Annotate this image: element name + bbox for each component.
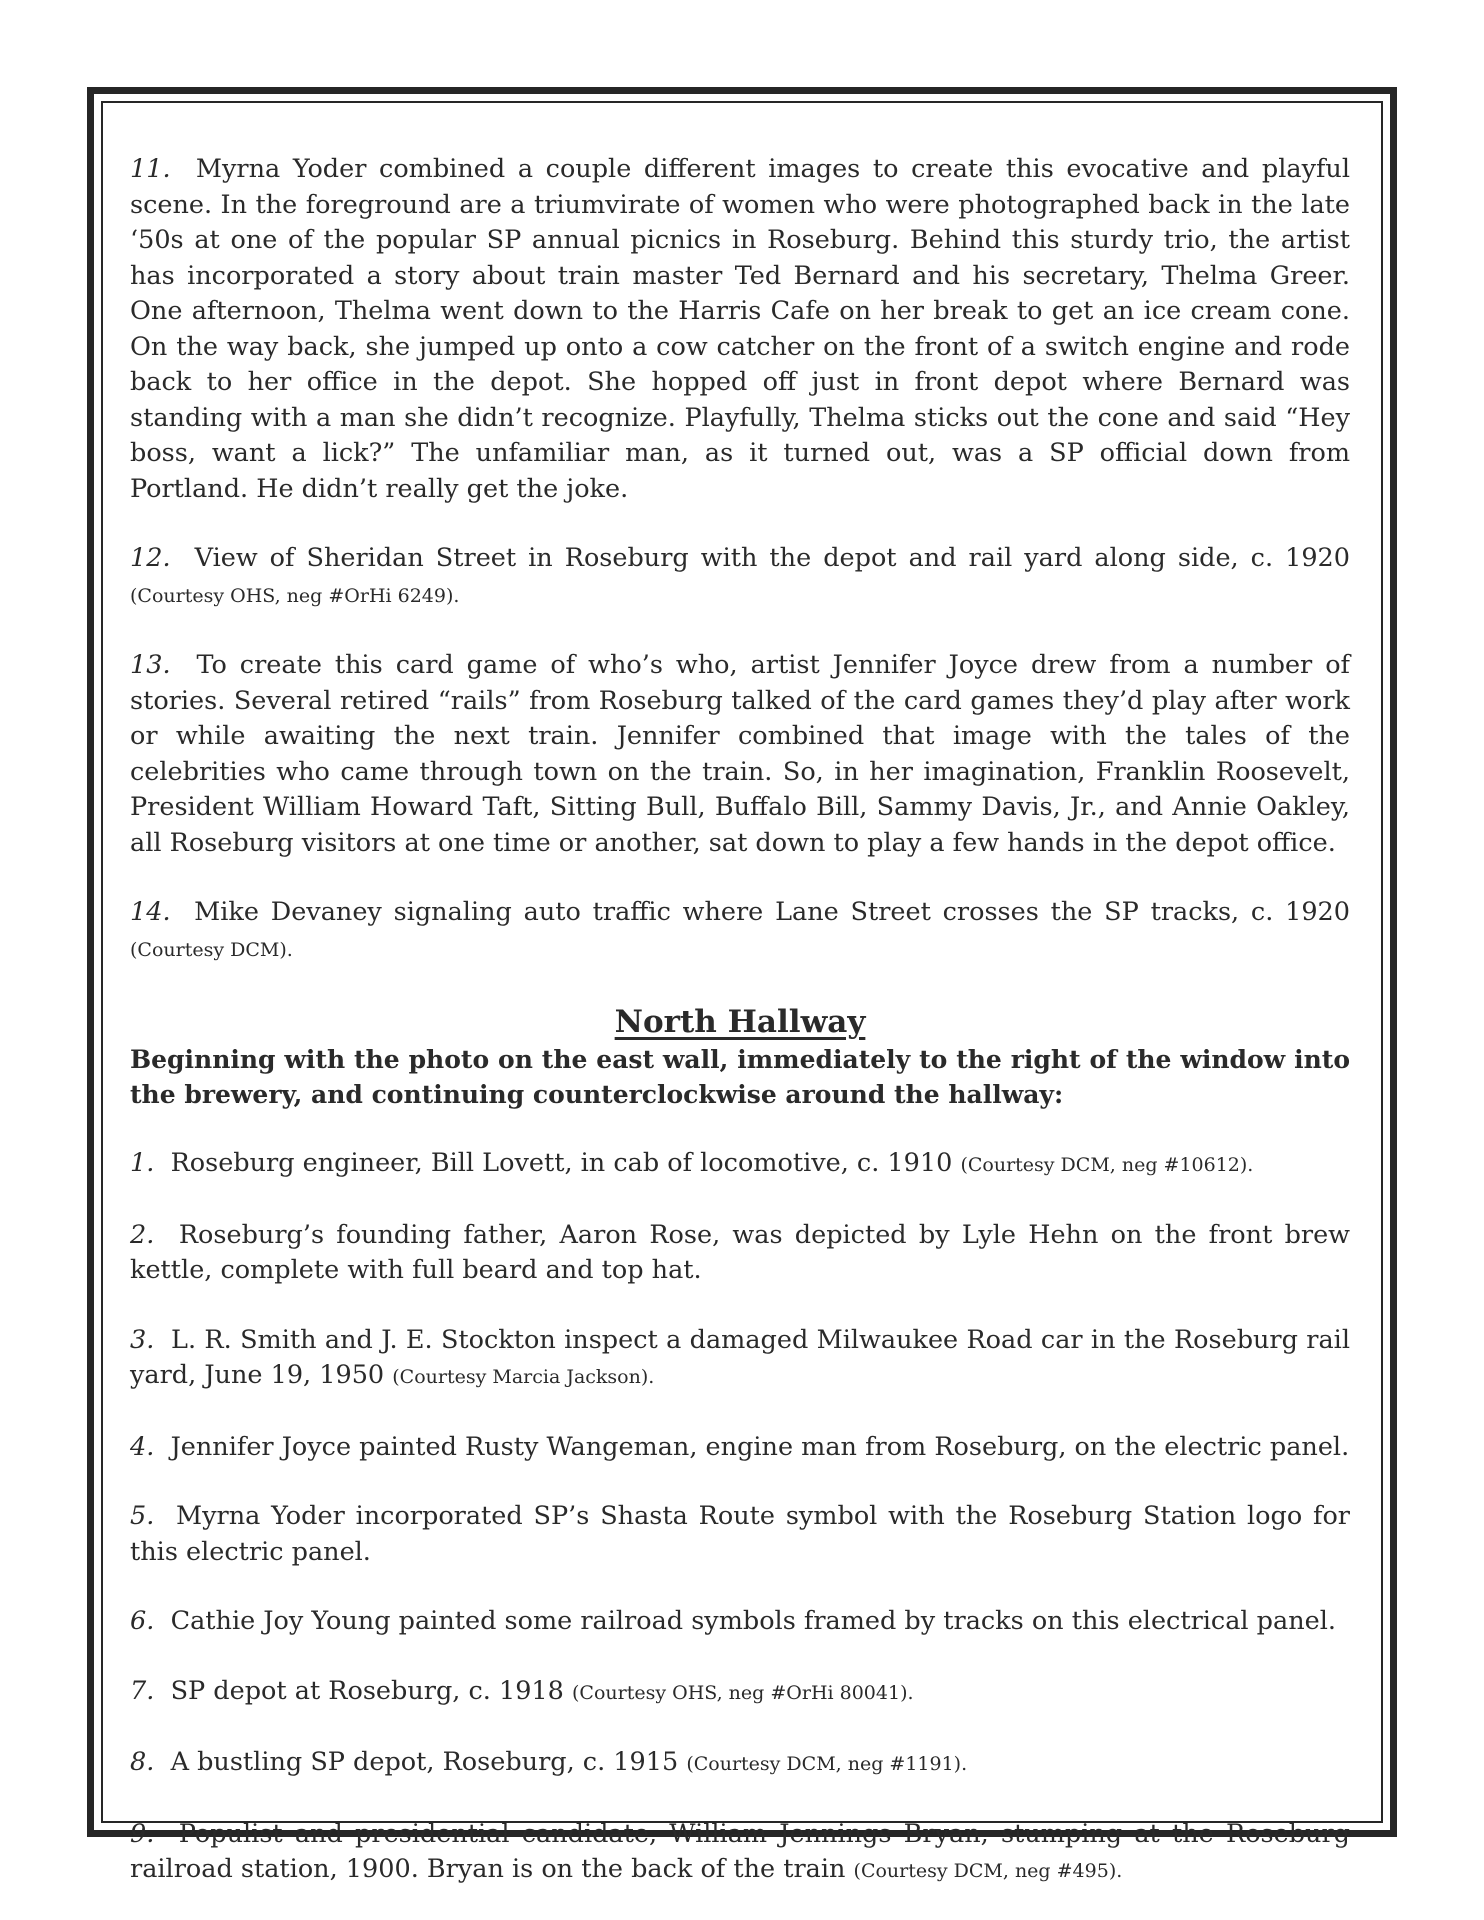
hallway-entry-7 — [130, 1674, 1350, 1712]
entry-number: 14. — [130, 897, 171, 927]
hallway-entry-5 — [130, 1499, 1350, 1570]
hallway-entry-2 — [130, 1218, 1350, 1289]
entry-text: View of Sheridan Street in Roseburg with the depot and rail yard along side, c. 1920 — [194, 543, 1350, 573]
entry-12 — [130, 541, 1350, 614]
document-body — [130, 152, 1350, 1890]
entry-credit: (Courtesy Marcia Jackson). — [392, 1366, 655, 1388]
hallway-entry-9 — [130, 1817, 1350, 1890]
entry-number: 6. — [130, 1606, 155, 1636]
hallway-entry-6 — [130, 1604, 1350, 1640]
entry-number: 2. — [130, 1219, 155, 1250]
section-heading: North Hallway — [614, 1004, 866, 1040]
entry-number: 3. — [130, 1324, 155, 1355]
entry-number: 5. — [130, 1501, 155, 1531]
entry-credit: (Courtesy DCM, neg #1191). — [686, 1753, 968, 1775]
entry-11 — [130, 152, 1350, 507]
entry-number: 9. — [130, 1818, 155, 1849]
entry-credit: (Courtesy OHS, neg #OrHi 6249). — [130, 584, 460, 607]
entry-text: Mike Devaney signaling auto traffic where Lane Street crosses the SP tracks, c. 1920 — [194, 897, 1350, 927]
entry-text: Cathie Joy Young painted some railroad symbols framed by tracks on this electrical panel. — [170, 1606, 1336, 1636]
entry-number: 13. — [130, 650, 171, 680]
entry-number: 7. — [130, 1675, 155, 1706]
hallway-entry-1 — [130, 1146, 1350, 1184]
entry-13 — [130, 648, 1350, 861]
entry-text: SP depot at Roseburg, c. 1918 — [170, 1675, 564, 1706]
hallway-entry-8 — [130, 1745, 1350, 1783]
entry-text: Roseburg engineer, Bill Lovett, in cab of locomotive, c. 1910 — [170, 1148, 953, 1178]
hallway-entry-4 — [130, 1430, 1350, 1466]
entry-number: 8. — [130, 1747, 155, 1777]
entry-text: L. R. Smith and J. E. Stockton inspect a damaged Milwaukee Road car in the Roseburg rail yard, June 19, 1950 — [130, 1324, 1350, 1390]
entry-text: Myrna Yoder incorporated SP’s Shasta Route symbol with the Roseburg Station logo for this electric panel. — [130, 1501, 1350, 1567]
section-intro: Beginning with the photo on the east wall, immediately to the right of the window into the brewery, and continuing counterclockwise around the hallway: — [130, 1045, 1350, 1109]
entry-text: To create this card game of who’s who, artist Jennifer Joyce drew from a number of stories. Several retired “rails” from Roseburg talked of the card games they’d play after work or while awaiting the next train. Jennifer combined that image with the tales of the celebrities who came through town on the train. So, in her imagination, Franklin Roosevelt, President William Howard Taft, Sitting Bull, Buffalo Bill, Sammy Davis, Jr., and Annie Oakley, all Roseburg visitors at one time or another, sat down to play a few hands in the depot office. — [130, 650, 1350, 858]
entry-text: Roseburg’s founding father, Aaron Rose, was depicted by Lyle Hehn on the front brew kettle, complete with full beard and top hat. — [130, 1219, 1351, 1285]
entry-text: A bustling SP depot, Roseburg, c. 1915 — [170, 1747, 679, 1777]
entry-number: 4. — [130, 1431, 155, 1462]
entry-14 — [130, 895, 1350, 968]
entry-text: Populist and presidential candidate, William Jennings Bryan, stumping at the Roseburg railroad station, 1900. Bryan is on the back of the train — [130, 1818, 1350, 1884]
entry-number: 1. — [130, 1148, 155, 1178]
entry-credit: (Courtesy OHS, neg #OrHi 80041). — [572, 1681, 914, 1704]
entry-number: 11. — [130, 154, 171, 184]
entry-credit: (Courtesy DCM, neg #495). — [853, 1860, 1123, 1882]
hallway-entry-3 — [130, 1323, 1350, 1396]
entry-credit: (Courtesy DCM, neg #10612). — [960, 1154, 1254, 1176]
entry-text: Jennifer Joyce painted Rusty Wangeman, engine man from Roseburg, on the electric panel. — [170, 1431, 1350, 1462]
entry-text: Myrna Yoder combined a couple different images to create this evocative and playful scene. In the foreground are a triumvirate of women who were photographed back in the late ‘50s at one of the popular SP annual picnics in Roseburg. Behind this sturdy trio, the artist has incorporated a story about train master Ted Bernard and his secretary, Thelma Greer. One afternoon, Thelma went down to the Harris Cafe on her break to get an ice cream cone. On the way back, she jumped up onto a cow catcher on the front of a switch engine and rode back to her office in the depot. She hopped off just in front depot where Bernard was standing with a man she didn’t recognize. Playfully, Thelma sticks out the cone and said “Hey boss, want a lick?” The unfamiliar man, as it turned out, was a SP official down from Portland. He didn’t really get the joke. — [130, 154, 1351, 504]
entry-credit: (Courtesy DCM). — [130, 938, 293, 961]
entry-number: 12. — [130, 543, 171, 573]
